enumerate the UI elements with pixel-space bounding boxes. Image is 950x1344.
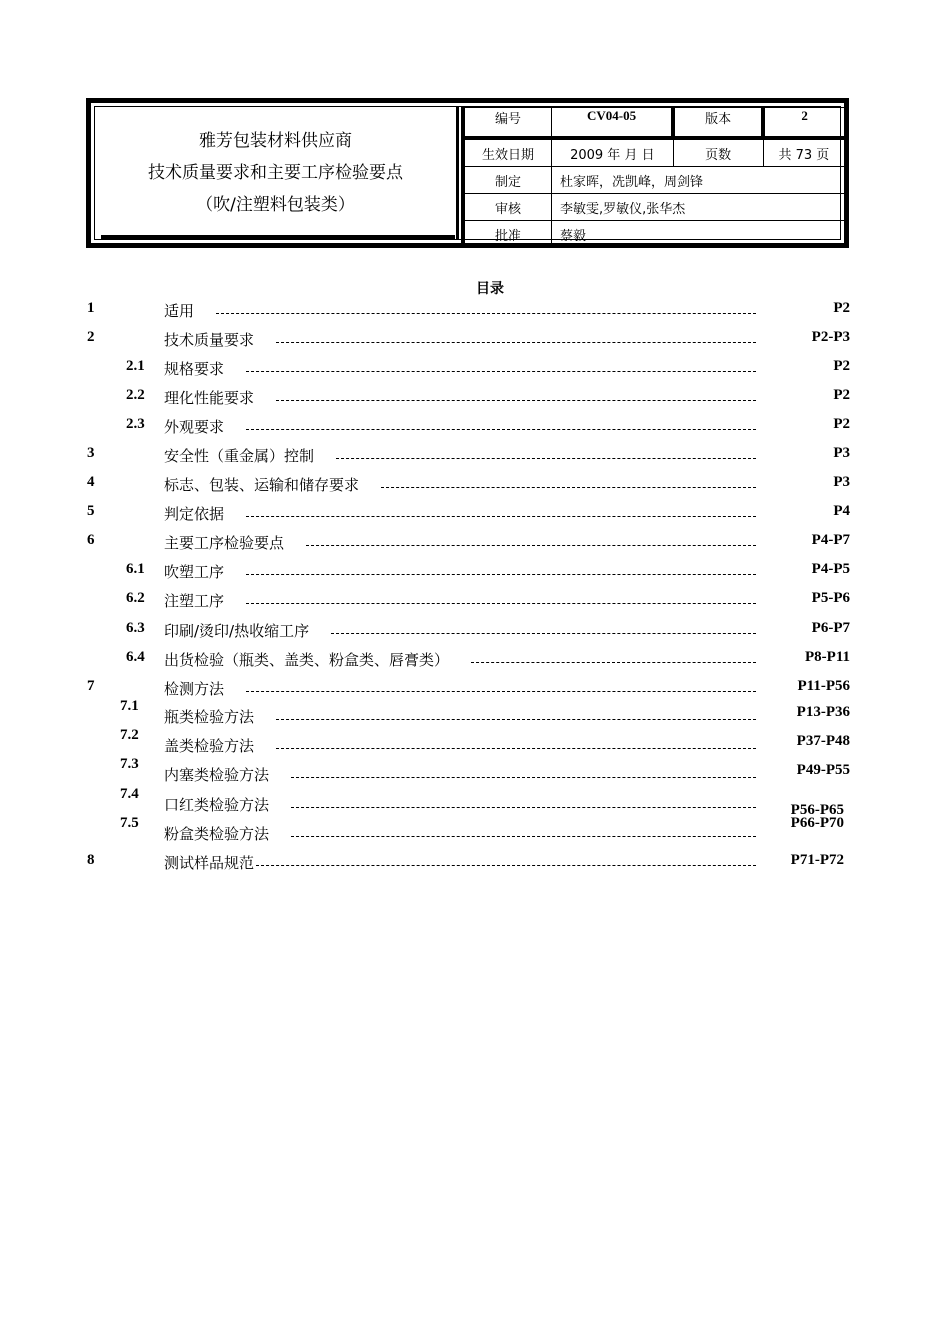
toc-leader-dots (216, 313, 756, 315)
toc-leader-dots (256, 865, 756, 867)
toc-entry-number: 2 (87, 329, 95, 345)
toc-entry[interactable] (0, 474, 950, 496)
toc-entry[interactable] (0, 445, 950, 467)
toc-entry[interactable] (0, 678, 950, 700)
toc-entry-label: 盖类检验方法 (164, 737, 255, 755)
toc-leader-dots (246, 691, 756, 693)
info-row-code (463, 108, 845, 139)
document-header (86, 98, 849, 248)
toc-entry-number: 7 (87, 678, 95, 694)
toc-entry[interactable] (0, 620, 950, 642)
made-value: 杜家晖，冼凯峰，周剑锋 (552, 167, 845, 194)
approve-label: 批准 (463, 221, 552, 248)
toc-entry-page: P2 (833, 300, 850, 316)
toc-entry-number: 8 (87, 852, 95, 868)
toc-entry-label: 技术质量要求 (164, 331, 255, 349)
pages-label: 页数 (673, 138, 763, 167)
toc-entry-number: 4 (87, 474, 95, 490)
toc-title: 目录 (476, 281, 504, 297)
toc-entry[interactable] (0, 786, 950, 818)
toc-leader-dots (336, 458, 756, 460)
title-line-3: （吹/注塑料包装类） (196, 195, 355, 215)
toc-entry[interactable] (0, 649, 950, 671)
toc-leader-dots (291, 836, 756, 838)
toc-entry-page: P6-P7 (811, 620, 850, 636)
toc-entry-label: 粉盒类检验方法 (164, 825, 270, 843)
info-row-effective (463, 138, 845, 167)
toc-entry-label: 口红类检验方法 (164, 796, 270, 814)
toc-leader-dots (291, 777, 756, 779)
toc-entry-page: P2-P3 (811, 329, 850, 345)
review-value: 李敏雯,罗敏仪,张华杰 (552, 194, 845, 221)
toc-entry-page: P3 (833, 445, 850, 461)
toc-leader-dots (291, 807, 756, 809)
toc-leader-dots (246, 371, 756, 373)
toc-leader-dots (276, 400, 756, 402)
toc-entry[interactable] (0, 727, 950, 757)
toc-entry-label: 出货检验（瓶类、盖类、粉盒类、唇膏类） (164, 651, 450, 669)
toc-entry-number: 2.2 (126, 387, 145, 403)
toc-entry-number: 7.1 (120, 698, 139, 714)
toc-entry-number: 6.2 (126, 590, 145, 606)
code-value: CV04-05 (552, 108, 674, 139)
toc-entry-page: P3 (833, 474, 850, 490)
toc-entry[interactable] (0, 698, 950, 728)
approve-value: 蔡毅 (552, 221, 845, 248)
toc-entry[interactable] (0, 561, 950, 583)
toc-entry-page: P4-P5 (811, 561, 850, 577)
toc-entry-page: P8-P11 (805, 649, 850, 665)
toc-entry-label: 适用 (164, 302, 195, 320)
toc-entry-label: 印刷/烫印/热收缩工序 (164, 622, 310, 640)
toc-entry-label: 测试样品规范 (164, 854, 255, 872)
review-label: 审核 (463, 194, 552, 221)
toc-entry-label: 外观要求 (164, 418, 225, 436)
toc-entry-label: 吹塑工序 (164, 563, 225, 581)
toc-entry-label: 瓶类检验方法 (164, 708, 255, 726)
document-info-table (461, 107, 845, 248)
toc-entry-label: 判定依据 (164, 505, 225, 523)
toc-leader-dots (471, 662, 756, 664)
toc-leader-dots (246, 603, 756, 605)
toc-entry-number: 7.3 (120, 756, 139, 772)
toc-entry-page: P37-P48 (796, 733, 850, 749)
toc-entry-page: P71-P72 (790, 852, 844, 868)
effective-date-label: 生效日期 (463, 138, 552, 167)
toc-entry[interactable] (0, 387, 950, 409)
toc-entry[interactable] (0, 416, 950, 438)
toc-entry-number: 7.2 (120, 727, 139, 743)
info-row-review (463, 194, 845, 221)
toc-entry-page: P13-P36 (796, 704, 850, 720)
toc-leader-dots (246, 429, 756, 431)
toc-entry-number: 6.4 (126, 649, 145, 665)
toc-entry-number: 2.3 (126, 416, 145, 432)
toc-entry-label: 内塞类检验方法 (164, 766, 270, 784)
title-line-1: 雅芳包装材料供应商 (199, 131, 352, 151)
toc-entry-label: 标志、包装、运输和储存要求 (164, 476, 360, 494)
toc-entry-label: 理化性能要求 (164, 389, 255, 407)
version-label: 版本 (673, 108, 763, 139)
toc-entry-number: 5 (87, 503, 95, 519)
toc-entry[interactable] (0, 358, 950, 380)
version-value: 2 (763, 108, 844, 139)
toc-entry-page: P49-P55 (796, 762, 850, 778)
toc-leader-dots (246, 574, 756, 576)
info-row-made (463, 167, 845, 194)
toc-leader-dots (331, 633, 756, 635)
toc-entry[interactable] (0, 503, 950, 525)
toc-entry-number: 7.5 (120, 815, 139, 831)
toc-entry[interactable] (0, 300, 950, 322)
toc-entry-number: 7.4 (120, 786, 139, 802)
toc-entry-page: P4-P7 (811, 532, 850, 548)
effective-date-value: 2009 年 月 日 (552, 138, 674, 167)
document-header-inner (94, 106, 841, 244)
toc-entry[interactable] (0, 756, 950, 786)
toc-entry-label: 检测方法 (164, 680, 225, 698)
toc-entry-number: 3 (87, 445, 95, 461)
toc-entry[interactable] (0, 329, 950, 351)
toc-entry-page: P2 (833, 387, 850, 403)
toc-entry-number: 6.1 (126, 561, 145, 577)
toc-entry[interactable] (0, 815, 950, 845)
toc-entry[interactable] (0, 852, 950, 874)
pages-value: 共 73 页 (763, 138, 844, 167)
toc-entry-page: P2 (833, 416, 850, 432)
toc-entry-number: 6 (87, 532, 95, 548)
info-row-approve (463, 221, 845, 248)
title-line-2: 技术质量要求和主要工序检验要点 (148, 163, 403, 183)
toc-entry-label: 安全性（重金属）控制 (164, 447, 315, 465)
toc-entry-page: P4 (833, 503, 850, 519)
toc-leader-dots (306, 545, 756, 547)
toc-entry[interactable] (0, 532, 950, 554)
toc-entry-label: 规格要求 (164, 360, 225, 378)
toc-leader-dots (381, 487, 756, 489)
document-title-block (95, 107, 459, 239)
code-label: 编号 (463, 108, 552, 139)
toc-entry-number: 6.3 (126, 620, 145, 636)
toc-entry-page: P5-P6 (811, 590, 850, 606)
toc-entry-page: P66-P70 (790, 815, 844, 831)
toc-leader-dots (276, 719, 756, 721)
made-label: 制定 (463, 167, 552, 194)
toc-leader-dots (246, 516, 756, 518)
toc-entry-label: 主要工序检验要点 (164, 534, 285, 552)
toc-leader-dots (276, 342, 756, 344)
toc-entry-number: 2.1 (126, 358, 145, 374)
title-underline-bar (101, 235, 455, 239)
toc-entry-label: 注塑工序 (164, 592, 225, 610)
toc-entry-page: P11-P56 (797, 678, 850, 694)
toc-entry-number: 1 (87, 300, 95, 316)
toc-entry-page: P56-P65 (790, 802, 844, 818)
toc-leader-dots (276, 748, 756, 750)
toc-entry-page: P2 (833, 358, 850, 374)
toc-entry[interactable] (0, 590, 950, 612)
